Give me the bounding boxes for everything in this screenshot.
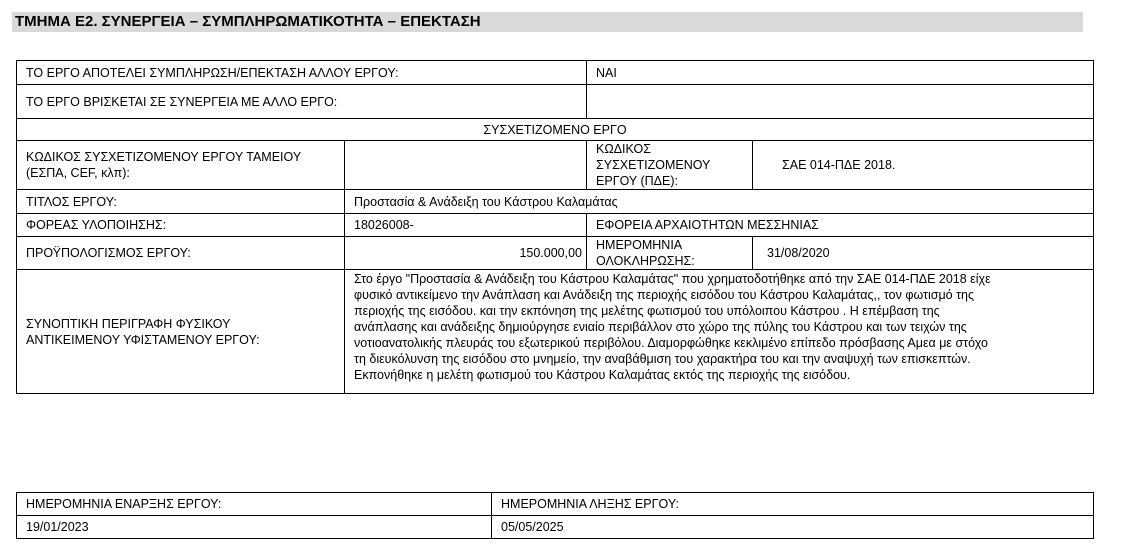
- related-heading: ΣΥΣΧΕΤΙΖΟΜΕΝΟ ΕΡΓΟ: [17, 119, 1094, 141]
- pde-code-value: ΣΑΕ 014-ΠΔΕ 2018.: [753, 141, 1094, 190]
- budget-label: ΠΡΟΫΠΟΛΟΓΙΣΜΟΣ ΕΡΓΟΥ:: [17, 237, 345, 270]
- description-line: φυσικό αντικείμενο την Ανάπλαση και Ανάδειξη της περιοχής εισόδου του Κάστρου Καλαμάτας,, τον φωτισμό της: [354, 288, 975, 302]
- description-line: περιοχής της εισόδου. και την εκπόνηση της μελέτης φωτισμού του υπόλοιπου Κάστρου . Η επέμβαση της: [354, 304, 940, 318]
- budget-value: 150.000,00: [345, 237, 587, 270]
- summary-label-line1: ΣΥΝΟΠΤΙΚΗ ΠΕΡΙΓΡΑΦΗ ΦΥΣΙΚΟΥ: [26, 316, 231, 331]
- fund-code-label-line2: (ΕΣΠΑ, CEF, κλπ):: [26, 166, 130, 180]
- summary-description: [345, 270, 1094, 394]
- synergy-table: [16, 60, 1094, 394]
- fund-code-value: [345, 141, 587, 190]
- synergy-value: [587, 85, 1094, 119]
- completion-label: ΗΜΕΡΟΜΗΝΙΑ ΟΛΟΚΛΗΡΩΣΗΣ:: [587, 237, 753, 270]
- description-line: τη διευκόλυνση της εισόδου στο μνημείο, την αναβάθμιση του χαρακτήρα του και την αναψυχή των επισκεπτών.: [354, 352, 971, 366]
- title-value: Προστασία & Ανάδειξη του Κάστρου Καλαμάτας: [345, 190, 1094, 214]
- end-date-value: 05/05/2025: [492, 516, 1094, 539]
- synergy-label: ΤΟ ΕΡΓΟ ΒΡΙΣΚΕΤΑΙ ΣΕ ΣΥΝΕΡΓΕΙΑ ΜΕ ΑΛΛΟ ΕΡΓΟ:: [17, 85, 587, 119]
- summary-label: [17, 270, 345, 394]
- dates-table: [16, 492, 1094, 539]
- title-label: ΤΙΤΛΟΣ ΕΡΓΟΥ:: [17, 190, 345, 214]
- description-line: Εκπονήθηκε η μελέτη φωτισμού του Κάστρου Καλαμάτας εκτός της περιοχής της εισόδου.: [354, 368, 851, 382]
- agency-name: ΕΦΟΡΕΙΑ ΑΡΧΑΙΟΤΗΤΩΝ ΜΕΣΣΗΝΙΑΣ: [587, 214, 1094, 237]
- description-line: Στο έργο "Προστασία & Ανάδειξη του Κάστρου Καλαμάτας" που χρηματοδοτήθηκε από την ΣΑΕ 014-ΠΔΕ 2018 είχε: [354, 272, 991, 286]
- completion-value: 31/08/2020: [753, 237, 1094, 270]
- fund-code-label: [17, 141, 345, 190]
- description-line: νοτιοανατολικής πλευράς του εξωτερικού περιβόλου. Διαμορφώθηκε κεκλιμένο επίπεδο πρόσβασης Αμεα με στόχο: [354, 336, 988, 350]
- summary-label-line2: ΑΝΤΙΚΕΙΜΕΝΟΥ ΥΦΙΣΤΑΜΕΝΟΥ ΕΡΓΟΥ:: [26, 332, 260, 347]
- start-date-label: ΗΜΕΡΟΜΗΝΙΑ ΕΝΑΡΞΗΣ ΕΡΓΟΥ:: [17, 493, 492, 516]
- pde-code-label-line1: ΚΩΔΙΚΟΣ ΣΥΣΧΕΤΙΖΟΜΕΝΟΥ: [596, 142, 711, 172]
- agency-code: 18026008-: [345, 214, 587, 237]
- description-line: ανάπλασης και ανάδειξης δημιούργησε ενιαίο περιβάλλον στο χώρο της πύλης του Κάστρου και των τειχών της: [354, 320, 967, 334]
- end-date-label: ΗΜΕΡΟΜΗΝΙΑ ΛΗΞΗΣ ΕΡΓΟΥ:: [492, 493, 1094, 516]
- pde-code-label: [587, 141, 753, 190]
- complement-label: ΤΟ ΕΡΓΟ ΑΠΟΤΕΛΕΙ ΣΥΜΠΛΗΡΩΣΗ/ΕΠΕΚΤΑΣΗ ΑΛΛΟΥ ΕΡΓΟΥ:: [17, 61, 587, 85]
- section-title: ΤΜΗΜΑ Ε2. ΣΥΝΕΡΓΕΙΑ – ΣΥΜΠΛΗΡΩΜΑΤΙΚΟΤΗΤΑ – ΕΠΕΚΤΑΣΗ: [12, 12, 1083, 32]
- complement-value: ΝΑΙ: [587, 61, 1094, 85]
- start-date-value: 19/01/2023: [17, 516, 492, 539]
- fund-code-label-line1: ΚΩΔΙΚΟΣ ΣΥΣΧΕΤΙΖΟΜΕΝΟΥ ΕΡΓΟΥ ΤΑΜΕΙΟΥ: [26, 150, 302, 164]
- agency-label: ΦΟΡΕΑΣ ΥΛΟΠΟΙΗΣΗΣ:: [17, 214, 345, 237]
- pde-code-label-line2: ΕΡΓΟΥ (ΠΔΕ):: [596, 174, 678, 188]
